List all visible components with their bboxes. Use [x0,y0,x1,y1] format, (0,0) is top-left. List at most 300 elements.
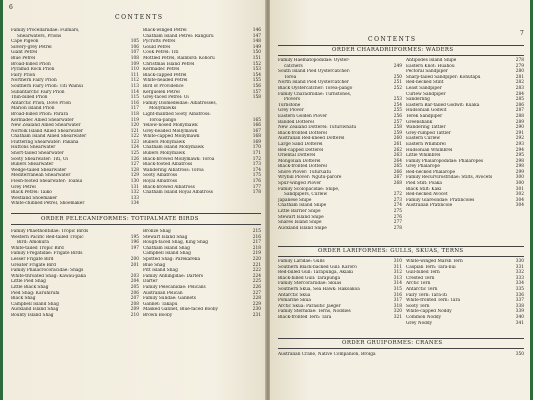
entry-name: Lesser Frigate Bird [11,256,54,262]
entry-page: 166 [252,123,261,129]
entry-name: Pycrofts Petrel [143,39,176,45]
entry-page: 253 [393,97,402,103]
entry-page: 174 [252,167,261,173]
entry-page: 280 [515,69,524,75]
entry-page: 131 [130,184,139,190]
entry-name: Westland Shoemaker [11,195,58,201]
entry-page: 254 [393,102,402,108]
entry-name: Cape Pigeon [11,39,39,45]
entry-page: 256 [393,113,402,119]
entry-page: 275 [393,209,402,215]
entry-name: Bird: Amokura [17,240,49,246]
entry-name: Sandpipers, Curlew [284,192,328,198]
entry-page: 224 [252,273,261,279]
entry-page: 119 [130,117,139,123]
entry-name: Hudsonian Whimbrel [406,147,453,153]
entry-page: 173 [252,162,261,168]
entry-name: Auckland Island Snipe [278,225,327,231]
entry-name: Sanderling [406,97,430,103]
entry-page: 168 [252,134,261,140]
section-rule [278,55,524,56]
entry-name: Spotted Shag: Parekareka [143,256,201,262]
entry-page: 268 [393,181,402,187]
entry-name: Family Recurvirostridae: Stilts, Avocets [406,175,493,181]
entry-page: 337 [515,298,524,304]
entry-page: 340 [515,314,524,320]
entry-page: 321 [393,314,402,320]
entry-page: 278 [393,225,402,231]
contents-entry [143,313,261,319]
entry-name: White-capped Mollymawk [143,134,200,140]
entry-name: Flesh-footed Shearwater: Toanui [11,179,83,185]
entry-page: 133 [130,195,139,201]
entry-page: 195 [130,234,139,240]
entry-name: Campbell Island Shag [143,251,191,257]
entry-page: 251 [393,80,402,86]
entry-name: Family Diomedeidae: Albatrosses, [143,100,217,106]
entry-page: 304 [515,197,524,203]
entry-page: 112 [130,78,139,84]
column-gruiformes [278,352,524,358]
entry-page: 259 [393,130,402,136]
entry-name: Brown Booby [143,312,173,318]
entry-name: Antarctic Tern [406,286,438,292]
entry-page: 207 [130,296,139,302]
entry-name: Broad-billed Prion: Parara [11,111,69,117]
entry-page: 215 [252,229,261,234]
entry-page: 153 [252,67,261,73]
entry-page: 210 [130,312,139,318]
entry-name: Black-capped Petrel [143,72,187,78]
entry-page: 338 [515,303,524,309]
entry-page: 230 [252,307,261,313]
entry-name: White-throated Shag: Kawau-paka [11,273,86,279]
entry-page: 165 [252,117,261,123]
entry-page: 252 [393,85,402,91]
entry-name: Southern Skua, Sea Hawk: Hakoakoa [278,286,360,292]
entry-name: Turnstone [278,102,301,108]
entry-name: Giant Petrel [11,50,38,56]
entry-name: Sooty Albatross [143,173,178,179]
entry-name: Pitt Island Shag [143,268,178,274]
entry-name: Black Shag [11,296,36,302]
entry-page: 287 [515,108,524,114]
entry-page: 281 [515,74,524,80]
entry-page: 148 [252,39,261,45]
entry-page: 111 [130,72,139,78]
entry-name: Terek Sandpiper [406,113,443,119]
entry-page: 350 [515,352,524,357]
entry-page: 294 [515,147,524,153]
entry-name: New Zealand Allied Shearwater [11,123,81,129]
entry-name: Black-browed Mollymawk: Toroa [143,156,215,162]
entry-page: 151 [252,55,261,61]
entry-name: Family Phaethontidae: Tropic Birds [11,229,89,234]
entry-name: Mollymawks [149,106,177,112]
entry-name: Family Fregatidae: Frigate Birds [11,251,83,257]
entry-page: 172 [252,156,261,162]
entry-name: Torea [284,74,297,80]
column-charadriiformes-1 [278,58,402,231]
entry-page: 316 [393,292,402,298]
entry-page: 167 [252,128,261,134]
column-charadriiformes-2 [406,58,524,209]
entry-name: Family Charadriidae: Turnstones, [278,91,352,97]
entry-name: Sharp-tailed Sandpiper: Kohutapu [406,74,481,80]
entry-page: 335 [515,286,524,292]
entry-name: Hudsonian Godwit [406,108,447,114]
entry-name: Chatham Island Petrel: Ranguru [143,33,214,39]
entry-name: Family Pelecanidae: Pelicans [143,284,206,290]
entry-page: 310 [393,259,402,264]
entry-name: Bird of Providence [143,83,184,89]
left-page [3,0,267,400]
section-heading-pelecaniformes: ORDER PELECANIFORMES: TOTIPALMATE BIRDS [41,216,199,222]
entry-page: 201 [130,262,139,268]
entry-name: Australian Crane, Native Companion, Brolga [278,352,376,357]
entry-name: Fairy Prion [11,72,36,78]
contents-entry [11,313,139,319]
entry-page: 258 [393,125,402,131]
entry-name: Family Phalacrocoracidae: Shags [11,268,84,274]
entry-name: Family Sulidae: Gannets [143,296,196,302]
entry-name: White-tailed Tropic Bird [11,245,64,251]
section-rule [278,256,524,257]
entry-name: Campbell Island Shag [11,301,59,307]
entry-name: Black-footed Albatross [143,162,193,168]
entry-page: 265 [393,164,402,170]
entry-page: 257 [393,119,402,125]
entry-page: 292 [515,136,524,142]
contents-entry [143,190,261,196]
entry-name: Wandering Albatross: Toroa [143,167,204,173]
entry-page: 197 [130,245,139,251]
section-heading-gruiformes: ORDER GRUIFORMES: CRANES [342,340,443,346]
entry-page: 196 [130,240,139,246]
entry-page: 289 [515,119,524,125]
entry-page: 290 [515,125,524,131]
column-lariformes-1 [278,259,402,321]
entry-page: 288 [515,113,524,119]
entry-name: Japanese Snipe [278,197,312,203]
entry-page: 279 [515,63,524,69]
entry-page: 171 [252,151,261,157]
entry-name: Antarctic Skua [278,292,311,298]
entry-name: Bronze Shag [143,229,171,234]
entry-name: Red-billed Gull: Tarapunga, Akiaki [278,270,353,276]
entry-name: Family Haematopodidae: Oyster- [278,58,350,63]
entry-name: Yellow-nosed Mollymawk [143,123,198,129]
entry-page: 178 [252,190,261,196]
section-rule [278,348,524,349]
entry-name: Short-tailed Shearwater [11,151,64,157]
entry-page: 318 [393,303,402,309]
entry-page: 298 [515,158,524,164]
entry-name: Bounty Island Shag [11,312,54,318]
entry-name: Common Noddy [406,314,442,320]
entry-page: 293 [515,141,524,147]
entry-name: Little Pied Shag [11,279,46,285]
entry-name: Red-necked Phalarope [406,169,456,175]
entry-name: Wandering Tattler [406,125,446,131]
entry-page: 302 [515,192,524,198]
contents-entry [278,315,402,321]
entry-page: 229 [252,301,261,307]
entry-page: 231 [252,312,261,318]
entry-page: 330 [515,259,524,264]
entry-name: Family Glareolidae: Pratincoles [406,197,475,203]
entry-page: 266 [393,169,402,175]
entry-name: Wrybill Plover: Ngutu-parore [278,175,342,181]
section-rule [278,338,524,339]
entry-name: Gannet: Takapu [143,301,178,307]
entry-name: Southern Black-backed Gull: Karoro [278,264,357,270]
entry-page: 115 [130,95,139,101]
entry-page: 154 [252,72,261,78]
entry-name: Auckland Island Shag [11,307,59,313]
entry-name: Shore Plover: Tuturuatu [278,169,331,175]
entry-page: 226 [252,284,261,290]
entry-name: Pied Shag: Karuhiruhi [11,290,60,296]
entry-name: Crested Tern [406,275,435,281]
entry-page: 124 [130,145,139,151]
entry-page: 320 [393,309,402,315]
entry-name: Large Sand Dotterel [278,141,323,147]
entry-name: Pyramid Rock Prion [11,67,55,73]
entry-page: 291 [515,130,524,136]
entry-name: Mottled Petrel, Rainbird: Kohoru [143,55,215,61]
entry-page: 130 [130,179,139,185]
right-page [270,0,530,400]
entry-page: 228 [252,296,261,302]
section-rule [11,224,261,225]
entry-page: 274 [393,203,402,209]
entry-page: 117 [130,106,139,112]
contents-entry [406,203,524,209]
entry-page: 152 [252,61,261,67]
entry-page: 272 [393,192,402,198]
entry-name: White-fronted Tern: Tara [406,298,461,304]
entry-name: New Zealand Dotterel: Tuturiwhatu [278,125,357,131]
entry-name: Red-necked Stint [406,80,444,86]
entry-name: White-chinned Petrel, Shoemaker [11,201,85,207]
entry-name: Bullers Mollymawk [143,151,185,157]
entry-name: Black-browed Albatross [143,184,195,190]
entry-page: 331 [515,264,524,270]
entry-name: White-headed Petrel [143,78,188,84]
entry-page: 218 [252,245,261,251]
entry-page: 311 [393,264,402,270]
contents-entry [278,352,524,358]
entry-page: 250 [393,74,402,80]
entry-name: Chatham Island Snipe [278,203,327,209]
entry-page: 108 [130,55,139,61]
entry-page: 203 [130,273,139,279]
contents-entry [406,321,524,327]
entry-name: Western Pacific Red-tailed Tropic [11,234,84,240]
entry-name: Toroa-pango [149,117,177,123]
entry-name: Grey-faced Petrel: Oi [143,95,189,101]
entry-name: Australian Pratincole [406,203,453,209]
entry-name: Greenshank [406,119,433,125]
entry-name: Eastern Bar-tailed Godwit: Kuaka [406,102,480,108]
page-title: CONTENTS [115,14,164,21]
page-number: 7 [520,30,524,37]
entry-name: North Island Pied Oystercatcher [278,80,349,86]
entry-name: Pectoral Sandpiper [406,69,448,75]
entry-name: Black-billed Gull: Tarapunga [278,275,341,281]
entry-page: 225 [252,279,261,285]
entry-name: Pied Stilt: Poaka [406,181,442,187]
entry-page: 146 [252,28,261,33]
entry-page: 286 [515,102,524,108]
entry-page: 332 [515,270,524,276]
entry-name: Eastern Whimbrel [406,141,446,147]
entry-page: 149 [252,44,261,50]
entry-page: 158 [252,95,261,101]
column-pelecaniformes-1 [11,229,139,319]
entry-page: 175 [252,173,261,179]
entry-name: Mediterranean Shearwater [11,173,71,179]
entry-name: Northern Fairy Prion [11,78,57,84]
entry-page: 277 [393,220,402,226]
entry-name: Shearwaters, Prions [17,33,62,39]
entry-name: Southern Fairy Prion: Titi Wainui [11,83,84,89]
entry-name: Kermadec Petrel [143,67,180,73]
entry-page: 301 [515,186,524,192]
entry-page: 249 [393,63,402,69]
entry-name: Stewart Island Shag [143,234,188,240]
entry-page: 216 [252,234,261,240]
entry-name: Fairy Tern: Tara-iti [406,292,447,298]
entry-page: 169 [252,139,261,145]
entry-name: Silvery-grey Petrel [11,44,52,50]
section-rule [278,246,524,247]
entry-page: 126 [130,156,139,162]
entry-name: Family Stercorariidae: Skuas [278,281,342,287]
entry-name: Eastern Golden Plover [278,113,328,119]
contents-entry [278,226,402,232]
entry-name: Grey Petrel [11,184,36,190]
entry-name: Mongolian Dotterel [278,158,321,164]
entry-page: 122 [130,134,139,140]
entry-name: Blue Petrel [11,55,36,61]
entry-name: Family Sternidae: Terns, Noddies [278,309,351,315]
entry-name: Cook Petrel: Titi [143,50,179,56]
entry-name: Grey-headed Mollymawk [143,128,198,134]
entry-name: Arctic Skua: Parasitic Jaeger [278,303,341,309]
entry-page: 205 [130,284,139,290]
entry-page: 334 [515,281,524,287]
page-title: CONTENTS [368,36,417,43]
entry-name: South Island Pied Oystercatcher: [278,69,351,75]
entry-page: 177 [252,184,261,190]
entry-name: Black Stilt: Kaki [406,186,442,192]
entry-page: 284 [515,91,524,97]
entry-name: Chatham Island Royal Albatross [143,190,213,196]
entry-name: Kermadec Allied Shearwater [11,117,74,123]
entry-page: 208 [130,301,139,307]
entry-name: Christmas Island Petrel [143,61,195,67]
entry-page: 262 [393,147,402,153]
entry-page: 261 [393,141,402,147]
entry-page: 278 [515,58,524,63]
entry-page: 132 [130,190,139,196]
entry-name: Banded Dotterel [278,119,314,125]
entry-page: 276 [393,214,402,220]
entry-page: 263 [393,153,402,159]
entry-name: Rough-faced Shag, King Shag [143,240,209,246]
entry-name: Eastern Curlew [406,136,441,142]
entry-name: Plovers [284,97,301,103]
entry-page: 110 [130,67,139,73]
section-rule [278,45,524,46]
entry-page: 339 [515,309,524,315]
entry-page: 125 [130,151,139,157]
entry-name: Chatham Island Allied Shearwater [11,134,87,140]
entry-page: 176 [252,179,261,185]
entry-page: 116 [130,100,139,106]
entry-name: Antarctic Prion, Dove Prion [11,100,71,106]
column-lariformes-2 [406,259,524,326]
entry-name: Chatham Island Shag [143,245,190,251]
entry-name: Huttons Shearwater [11,145,56,151]
entry-name: Black-fronted Tern: Tara [278,314,332,320]
entry-name: Bullers Shearwater [11,162,54,168]
entry-page: 157 [252,89,261,95]
entry-page: 109 [130,61,139,67]
entry-name: Australian Red-kneed Dotterel [278,136,345,142]
entry-name: Masked Gannet, Blue-faced Booby [143,307,218,313]
entry-name: Family Phalaropodidae: Phalaropes [406,158,484,164]
entry-page: 170 [252,145,261,151]
entry-page: 317 [393,298,402,304]
entry-page: 260 [393,136,402,142]
entry-page: 113 [130,83,139,89]
entry-name: Black Petrel: Taiko [11,190,52,196]
entry-name: Thin-billed Prion [11,95,48,101]
entry-page: 147 [252,33,261,39]
entry-name: catchers [284,63,303,69]
entry-name: Black-fronted Dotterel [278,164,327,170]
entry-page: 267 [393,175,402,181]
section-heading-charadriiformes: ORDER CHARADRIIFORMES: WADERS [332,47,454,53]
entry-page: 314 [393,281,402,287]
entry-page: 255 [393,108,402,114]
entry-name: Family Laridae: Gulls [278,259,325,264]
entry-page: 200 [130,256,139,262]
section-heading-lariformes: ORDER LARIFORMES: GULLS, SKUAS, TERNS [318,248,464,254]
column-procellariidae-1 [11,28,139,207]
entry-name: Little Whimbrel [406,153,441,159]
entry-name: Gould Petrel [143,44,171,50]
entry-name: Red-capped Dotterel [278,147,324,153]
entry-page: 295 [515,153,524,159]
entry-page: 300 [515,175,524,181]
entry-page: 127 [130,162,139,168]
entry-page: 118 [130,111,139,117]
section-rule [11,213,261,214]
column-procellariidae-2 [143,28,261,196]
entry-name: Fluttering Shearwater: Pakaha [11,139,79,145]
entry-name: Subantarctic Fairy Prion [11,89,65,95]
entry-page: 282 [515,80,524,86]
entry-name: Bullers Mollymawk [143,139,185,145]
entry-name: Grey Phalarope [406,164,440,170]
entry-name: Grey Plover [278,108,304,114]
entry-name: Greater Frigate Bird [11,262,56,268]
entry-name: Norfolk Island Allied Shearwater [11,128,83,134]
